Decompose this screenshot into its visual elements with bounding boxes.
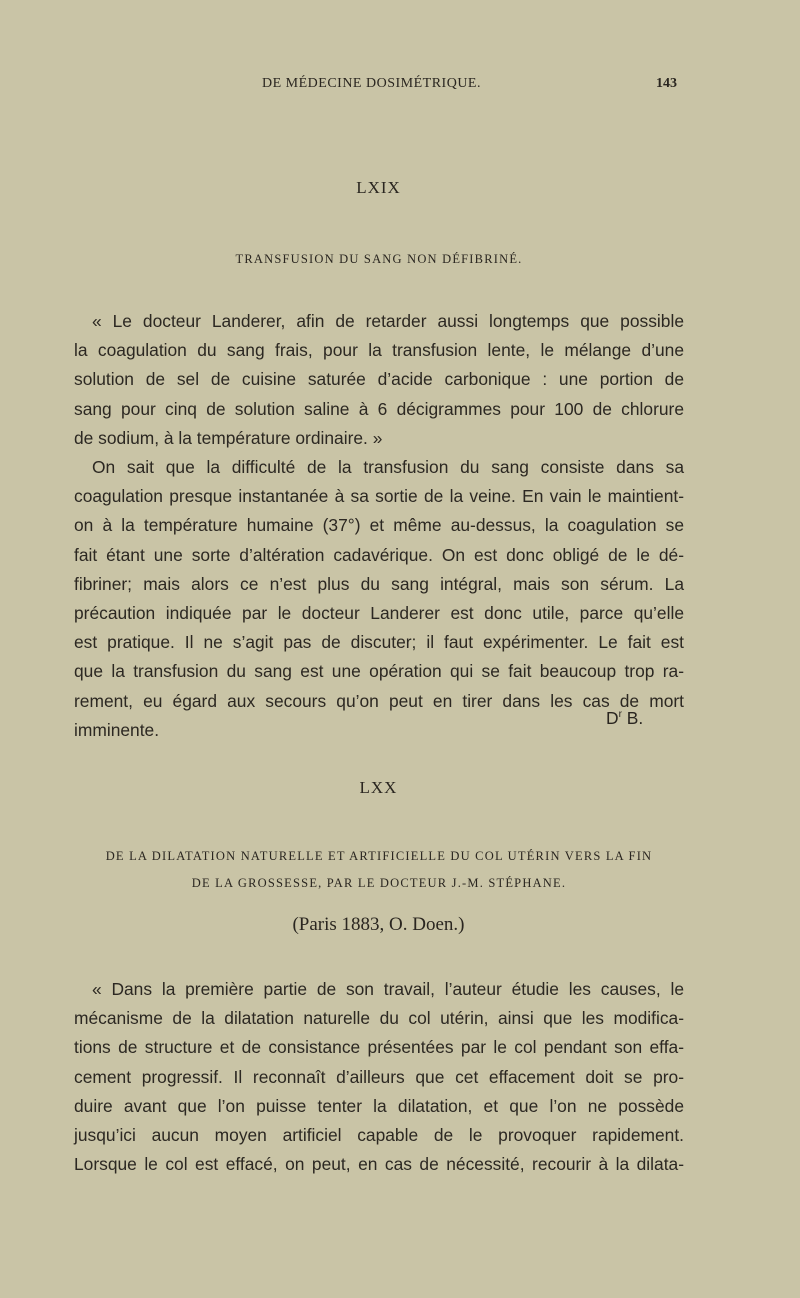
text-line: fibriner; mais alors ce n’est plus du sang intégral, mais son sérum. La	[74, 573, 684, 594]
text-line: cement progressif. Il reconnaît d’ailleurs que cet effacement doit se pro-	[74, 1066, 684, 1087]
text-line: précaution indiquée par le docteur Landerer est donc utile, parce qu’elle	[74, 603, 684, 624]
text-line: tions de structure et de consistance présentées par le col pendant son effa-	[74, 1037, 684, 1058]
text-line: duire avant que l’on puisse tenter la dilatation, et que l’on ne possède	[74, 1095, 684, 1116]
signature-prefix: D	[606, 708, 619, 728]
running-head	[0, 76, 800, 96]
text-line: « Le docteur Landerer, afin de retarder aussi longtemps que possible	[92, 311, 684, 331]
text-line: sang pour cinq de solution saline à 6 décigrammes pour 100 de chlorure	[74, 398, 684, 419]
text-line: de sodium, à la température ordinaire. »	[74, 427, 383, 448]
text-line: rement, eu égard aux secours qu’on peut en tirer dans les cas de mort	[74, 690, 684, 711]
section-title-lxx	[74, 843, 684, 897]
section-number-lxix: LXIX	[356, 178, 401, 197]
text-line: On sait que la difficulté de la transfusion du sang consiste dans sa	[92, 457, 684, 478]
section-lxx-body	[74, 975, 684, 1179]
section-title-lxix: TRANSFUSION DU SANG NON DÉFIBRINÉ.	[235, 252, 523, 266]
text-line: solution de sel de cuisine saturée d’acide carbonique : une portion de	[74, 369, 684, 390]
page-number: 143	[656, 76, 677, 91]
text-line: on à la température humaine (37°) et même au-dessus, la coagulation se	[74, 515, 684, 536]
signature	[606, 708, 643, 729]
section-title-line: DE LA DILATATION NATURELLE ET ARTIFICIELLE DU COL UTÉRIN VERS LA FIN	[105, 849, 653, 863]
section-lxix-body	[74, 307, 684, 745]
text-line: imminente.	[74, 719, 160, 740]
text-line: « Dans la première partie de son travail, l’auteur étudie les causes, le	[92, 979, 684, 999]
text-line: la coagulation du sang frais, pour la transfusion lente, le mélange d’une	[74, 340, 684, 361]
text-line: coagulation presque instantanée à sa sortie de la veine. En vain le maintient-	[74, 486, 684, 507]
section-title-line: DE LA GROSSESSE, PAR LE DOCTEUR J.-M. STÉPHANE.	[191, 876, 567, 890]
section-number-lxx: LXX	[359, 778, 398, 797]
text-line: est pratique. Il ne s’agit pas de discuter; il faut expérimenter. Le fait est	[74, 632, 684, 653]
text-line: mécanisme de la dilatation naturelle du col utérin, ainsi que les modifica-	[74, 1008, 684, 1029]
running-title: DE MÉDECINE DOSIMÉTRIQUE.	[262, 76, 481, 91]
text-line: Lorsque le col est effacé, on peut, en cas de nécessité, recourir à la dilata-	[74, 1154, 684, 1175]
signature-name: B.	[621, 708, 644, 728]
text-line: que la transfusion du sang est une opération qui se fait beaucoup trop ra-	[74, 661, 684, 682]
text-line: fait étant une sorte d’altération cadavérique. On est donc obligé de le dé-	[74, 544, 684, 565]
section-subtitle-lxx: (Paris 1883, O. Doen.)	[292, 914, 465, 935]
text-line: jusqu’ici aucun moyen artificiel capable de le provoquer rapidement.	[74, 1125, 684, 1146]
signature-superscript: r	[618, 709, 622, 721]
